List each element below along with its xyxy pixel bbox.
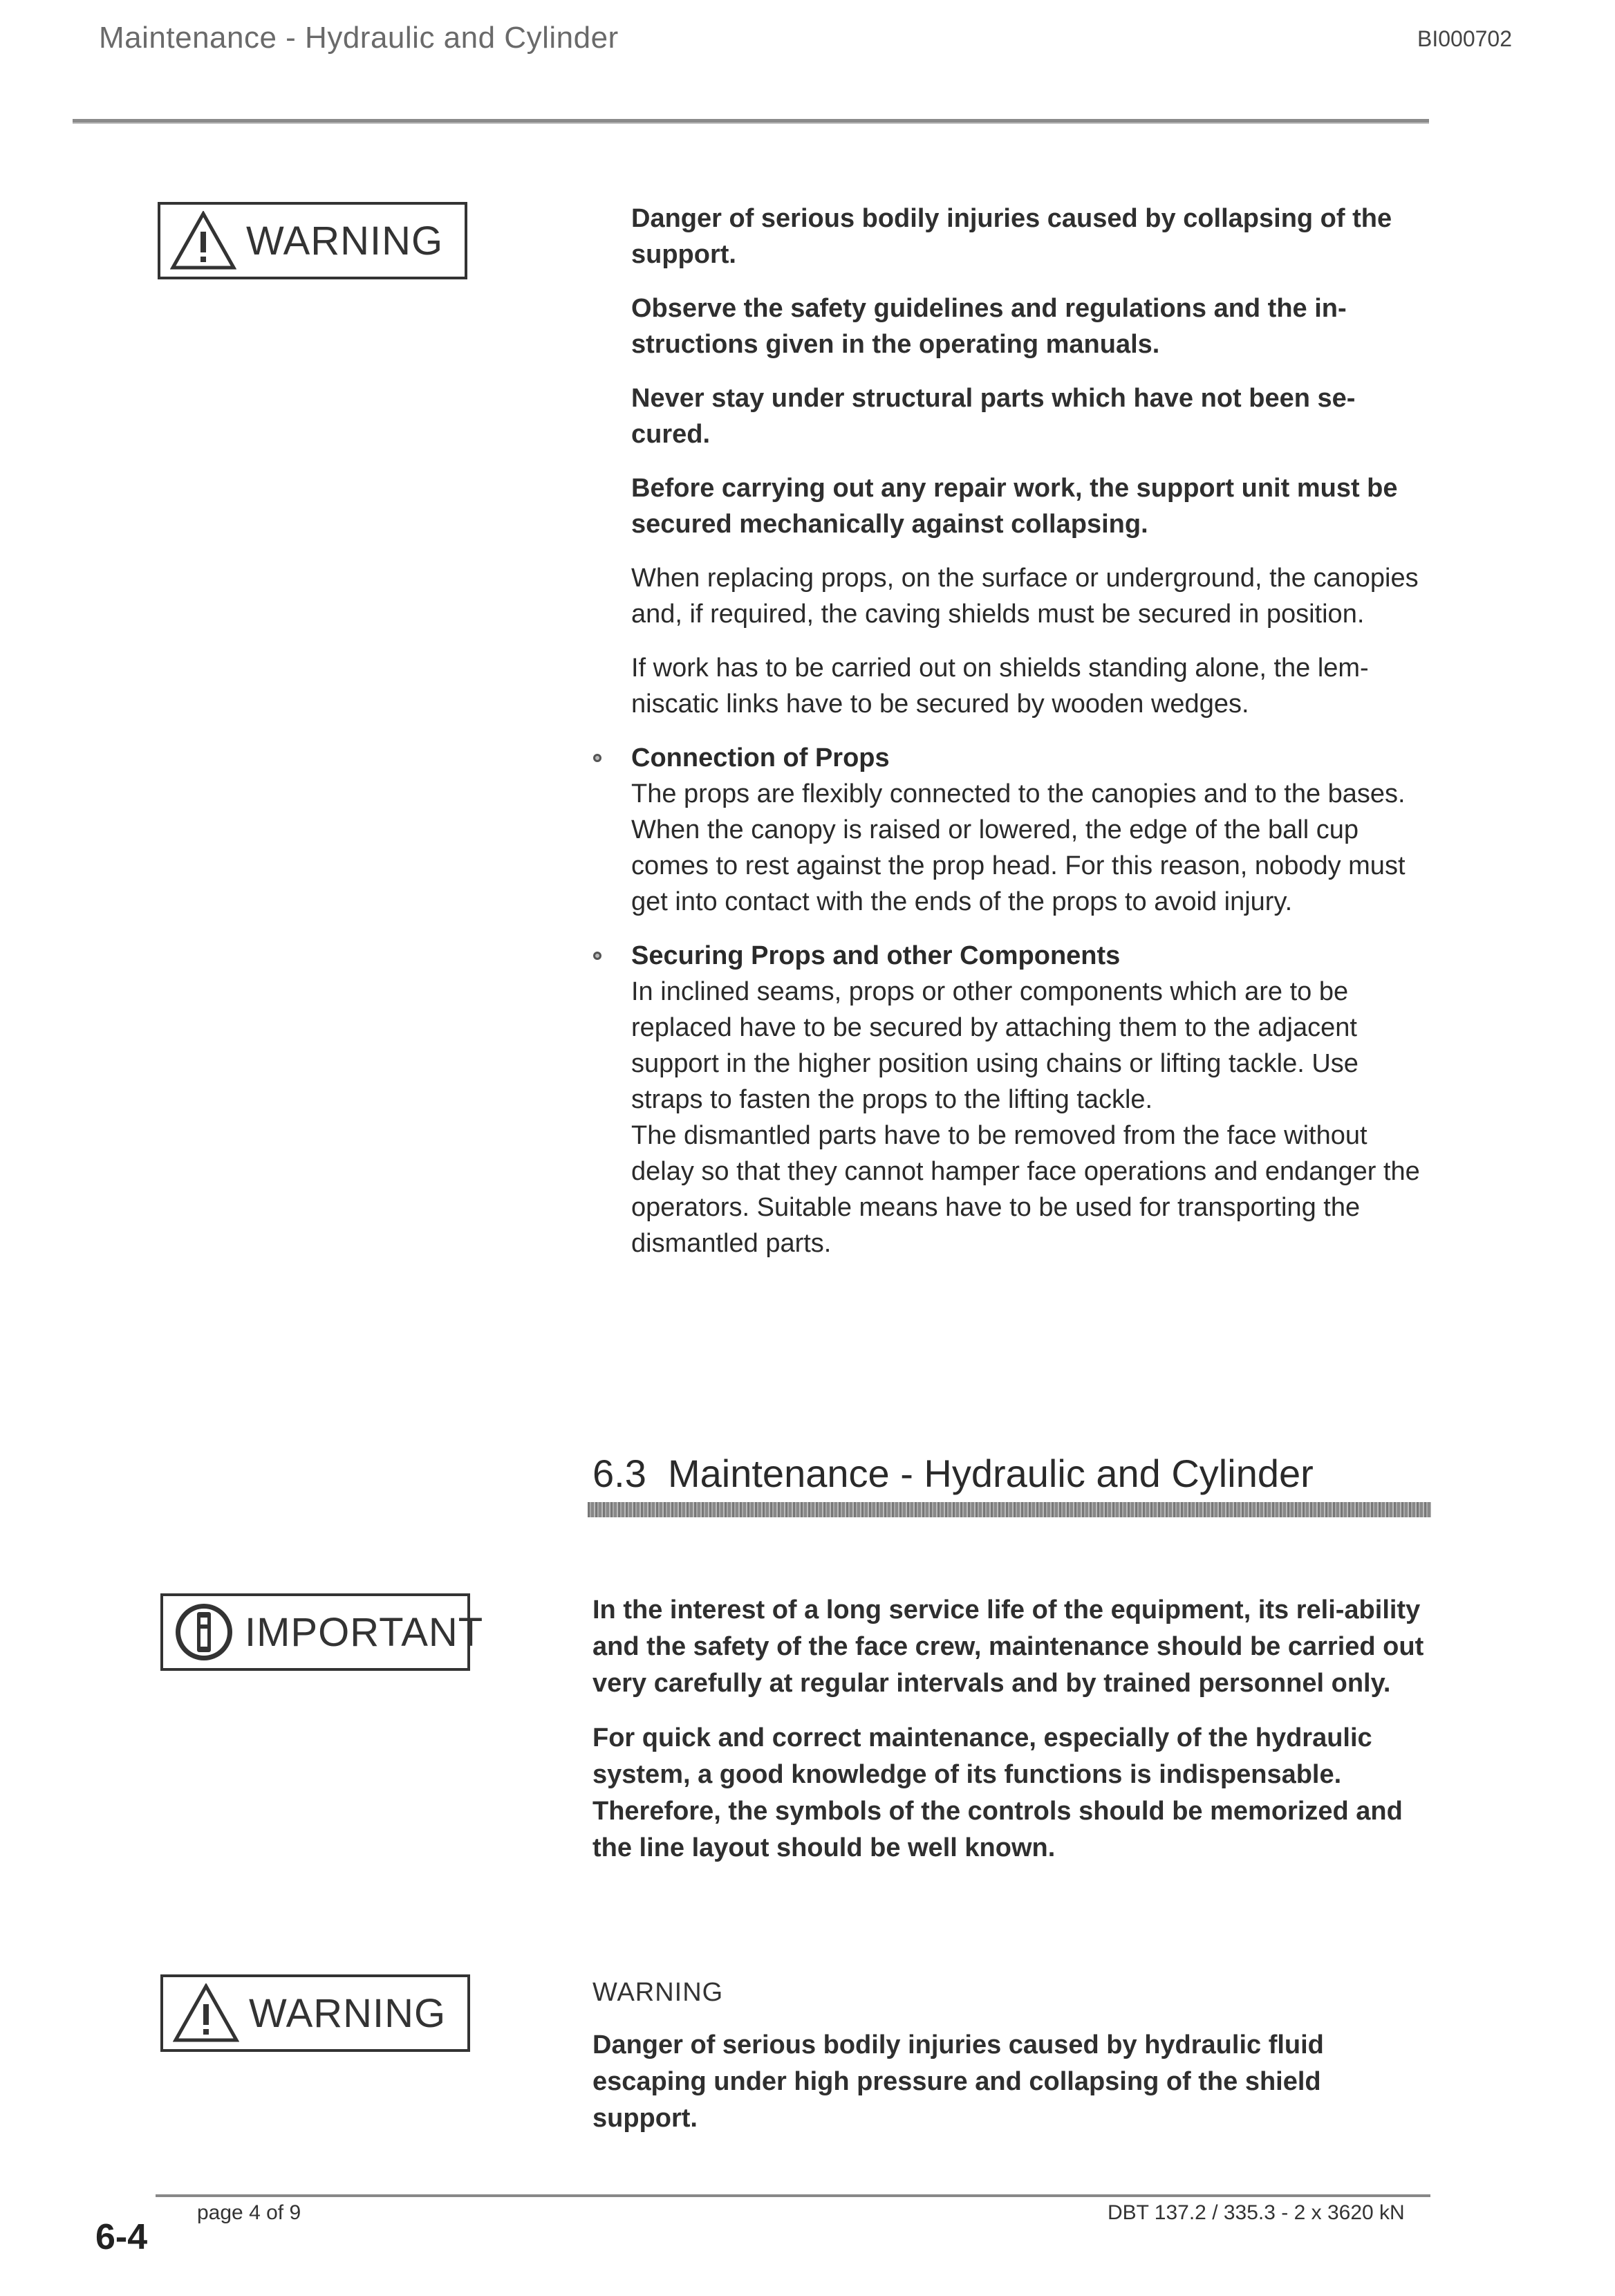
section-number: 6.3 [592,1452,646,1495]
bold-paragraph: In the interest of a long service life of the equipment, its reli-ability and the safety of the face crew, maintenance should be carried out very carefully at regular intervals and by trained personnel only. [592,1595,1424,1698]
warning-triangle-icon [173,1983,239,2043]
warning-badge-label: WARNING [246,218,444,263]
bold-paragraph: For quick and correct maintenance, especially of the hydraulic system, a good knowledge of its functions is indispensable. Therefore, the symbols of the controls should be memorized and the line layout should be well known. [592,1723,1403,1862]
section-heading [592,1451,1314,1496]
header-title: Maintenance - Hydraulic and Cylinder [99,21,619,55]
maintenance-text-block [592,1592,1429,1885]
footer-rule [156,2194,1430,2197]
safety-text-block [631,201,1428,1279]
page-number: 6-4 [95,2217,148,2257]
bold-paragraph: Before carrying out any repair work, the support unit must be secured mechanically against collapsing. [631,474,1398,539]
bold-paragraph: Never stay under structural parts which have not been se-cured. [631,384,1356,449]
bullet-text: The dismantled parts have to be removed from the face without delay so that they cannot hamper face operations and endanger the operators. Suitable means have to be used for transporting the dismantled parts. [631,1121,1420,1258]
bullet-title: Connection of Props [631,743,890,772]
warning-triangle-icon [170,211,236,270]
section-rule [588,1502,1431,1517]
bullet-text: The props are flexibly connected to the canopies and to the bases. When the canopy is raised or lowered, the edge of the ball cup comes to rest against the prop head. For this reason, nobody must get into contact with the ends of the props to avoid injury. [631,779,1406,916]
important-badge [160,1593,484,1671]
document-code: BI000702 [1417,26,1513,51]
bold-paragraph: Danger of serious bodily injuries caused by collapsing of the support. [631,204,1392,269]
header-rule [73,119,1429,124]
info-icon [173,1601,235,1663]
warning-badge [158,202,467,279]
bullet-title: Securing Props and other Components [631,941,1121,970]
bullet-text: In inclined seams, props or other components which are to be replaced have to be secured by attaching them to the adjacent support in the higher position using chains or lifting tackle. Use straps to fasten the props to the lifting tackle. [631,977,1359,1114]
bullet-item [631,938,1428,1261]
warning-badge-label: WARNING [249,1990,447,2036]
bullet-icon [593,754,601,762]
bullet-item [631,740,1428,920]
warning-text: Danger of serious bodily injuries caused by hydraulic fluid escaping under high pressure and collapsing of the shield support. [592,2030,1324,2133]
document-reference: DBT 137.2 / 335.3 - 2 x 3620 kN [1108,2201,1405,2224]
section-title: Maintenance - Hydraulic and Cylinder [667,1452,1314,1495]
bold-paragraph: Observe the safety guidelines and regulations and the in-structions given in the operating manuals. [631,294,1347,359]
page-indicator: page 4 of 9 [197,2201,301,2224]
paragraph: If work has to be carried out on shields standing alone, the lem-niscatic links have to be secured by wooden wedges. [631,654,1369,719]
warning-heading: WARNING [592,1978,724,2007]
bullet-icon [593,952,601,960]
paragraph: When replacing props, on the surface or underground, the canopies and, if required, the caving shields must be secured in position. [631,564,1419,629]
warning-badge [160,1974,470,2052]
important-badge-label: IMPORTANT [245,1609,484,1655]
